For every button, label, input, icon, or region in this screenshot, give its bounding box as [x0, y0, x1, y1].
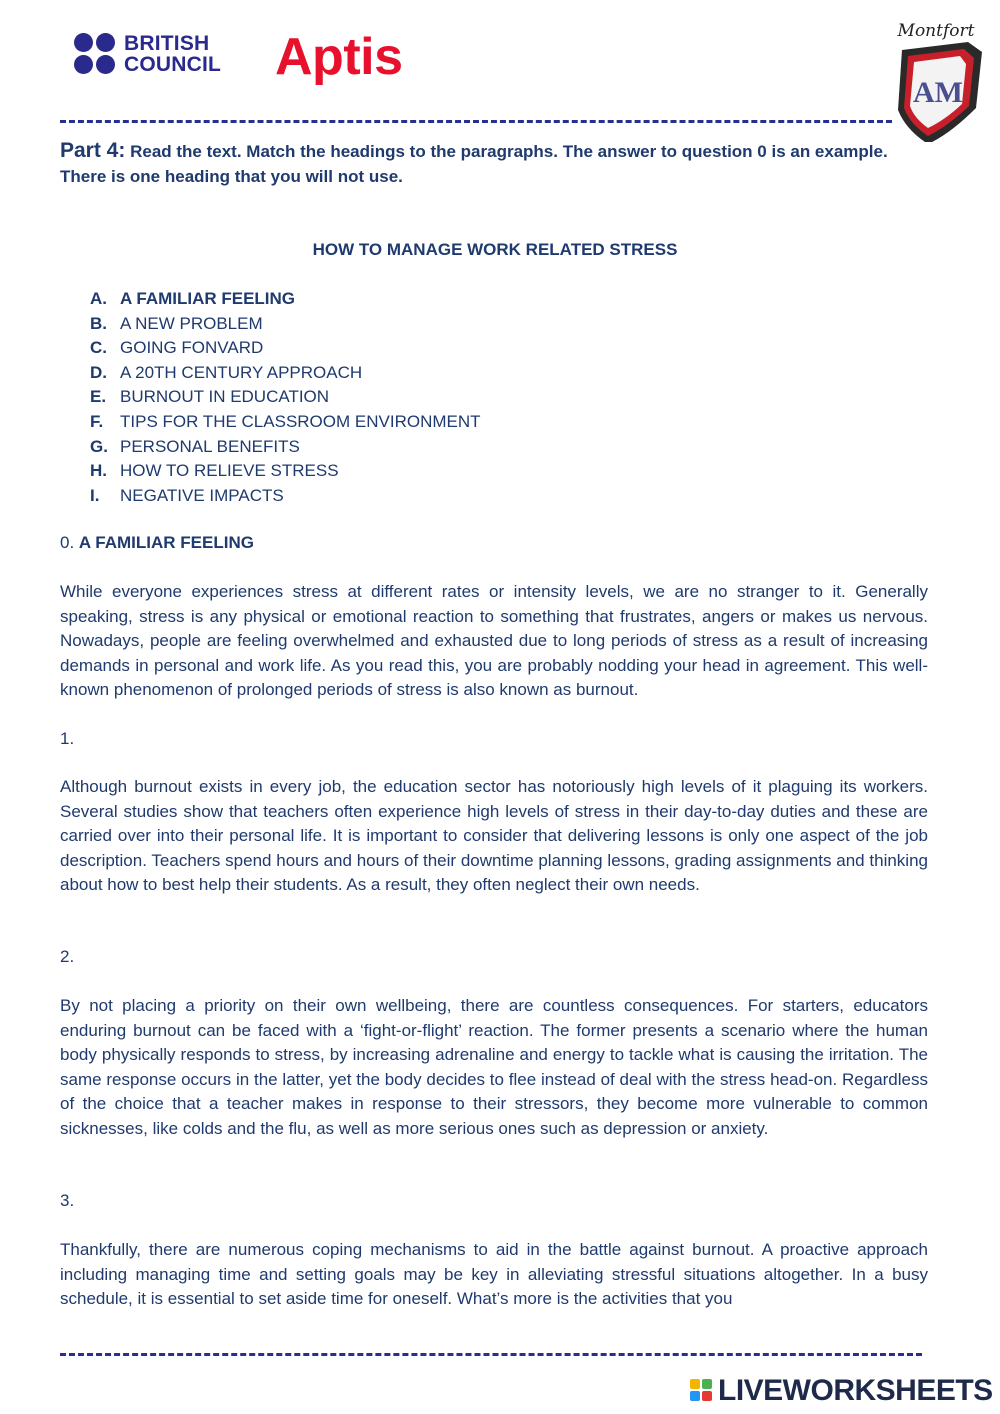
- instructions-text: Read the text. Match the headings to the paragraphs. The answer to question 0 is an example. There is one heading that you will not use.: [60, 142, 888, 186]
- heading-item: H. HOW TO RELIEVE STRESS: [90, 461, 339, 481]
- question-1-label: 1.: [60, 729, 75, 748]
- question-0-label: 0. A FAMILIAR FEELING: [60, 533, 254, 552]
- liveworksheets-wordmark: LIVEWORKSHEETS: [718, 1374, 993, 1407]
- paragraph-0: While everyone experiences stress at different rates or intensity levels, we are no stranger to it. Generally speaking, stress is any physical or emotional reaction to something that frustrates, angers or makes us nervous. Nowadays, people are feeling overwhelmed and exhausted due to long periods of stress as a result of increasing demands in personal and work life. As you read this, you are probably nodding your head in agreement. This well-known phenomenon of prolonged periods of stress is also known as burnout.: [60, 582, 928, 699]
- liveworksheets-squares-icon: [690, 1379, 714, 1403]
- crest-signature: Montfort: [897, 21, 975, 41]
- headings-list: [90, 287, 481, 508]
- heading-item: I. NEGATIVE IMPACTS: [90, 485, 284, 505]
- heading-item: D. A 20TH CENTURY APPROACH: [90, 362, 363, 382]
- heading-item: B. A NEW PROBLEM: [90, 313, 263, 333]
- british-council-wordmark: BRITISH COUNCIL: [124, 32, 222, 76]
- aptis-logo: Aptis: [275, 28, 403, 86]
- top-divider: [60, 120, 892, 123]
- heading-item: E. BURNOUT IN EDUCATION: [90, 387, 330, 407]
- question-3-label: 3.: [60, 1191, 75, 1210]
- heading-item: C. GOING FONVARD: [90, 338, 264, 358]
- british-council-logo: [74, 33, 234, 79]
- shield-icon: [890, 12, 985, 142]
- instructions: [60, 138, 930, 189]
- paragraph-1: Although burnout exists in every job, the education sector has notoriously high levels of it plaguing its workers. Several studies show that teachers often experience high levels of stress in their day-to-day duties and these are carried over into their personal life. It is important to consider that delivering lessons is only one aspect of the job description. Teachers spend hours and hours of their downtime planning lessons, grading assignments and thinking about how to best help their students. As a result, they often neglect their own needs.: [60, 777, 928, 894]
- page-title: HOW TO MANAGE WORK RELATED STRESS: [312, 240, 678, 259]
- paragraph-3: Thankfully, there are numerous coping mechanisms to aid in the battle against burnout. A proactive approach including managing time and setting goals may be key in alleviating stressful situations altogether. In a busy schedule, it is essential to set aside time for oneself. What’s more is the activities that you: [60, 1240, 928, 1308]
- heading-item: F. TIPS FOR THE CLASSROOM ENVIRONMENT: [90, 411, 481, 431]
- part-label: Part 4:: [60, 139, 126, 162]
- bottom-divider: [60, 1353, 922, 1356]
- british-council-dots-icon: [74, 33, 118, 77]
- question-0-answer: A FAMILIAR FEELING: [78, 533, 254, 552]
- svg-text:AM: AM: [913, 76, 963, 109]
- heading-item: G. PERSONAL BENEFITS: [90, 436, 300, 456]
- heading-item: A. A FAMILIAR FEELING: [90, 289, 296, 308]
- liveworksheets-logo: [690, 1374, 993, 1408]
- montfort-crest-logo: [890, 12, 985, 142]
- paragraph-2: By not placing a priority on their own wellbeing, there are countless consequences. For starters, educators enduring burnout can be faced with a ‘fight-or-flight’ reaction. The former presents a scenario where the human body physically responds to stress, by increasing adrenaline and energy to tackle what is causing the irritation. The same response occurs in the latter, yet the body decides to flee instead of deal with the stress head-on. Regardless of the choice that a teacher makes in response to their stressors, they become more vulnerable to common sicknesses, like colds and the flu, as well as more serious ones such as depression or anxiety.: [60, 996, 928, 1138]
- question-2-label: 2.: [60, 947, 75, 966]
